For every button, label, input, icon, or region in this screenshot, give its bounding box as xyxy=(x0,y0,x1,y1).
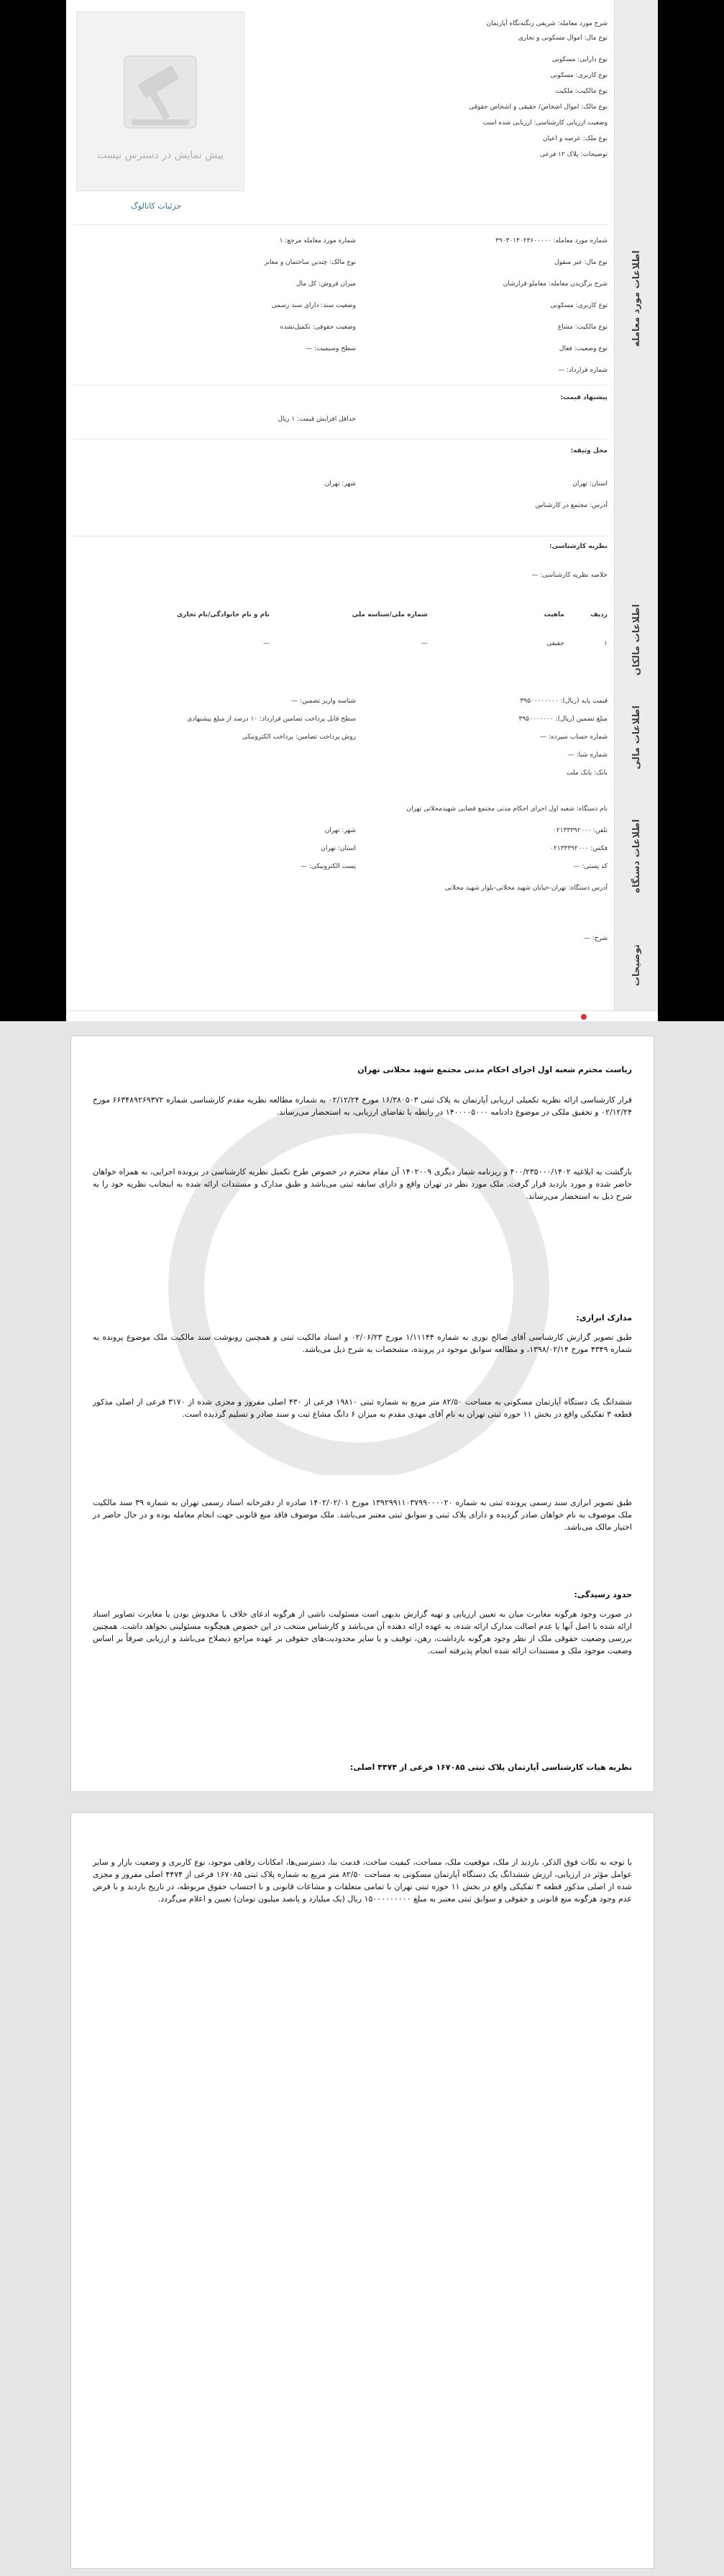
expert-label: نظریه کارشناسی: xyxy=(549,543,608,550)
detail-right-5: نوع مالکیت: مشاع xyxy=(557,324,608,331)
detail-right-6: نوع وضعیت: فعال xyxy=(559,345,608,352)
doc-paragraph-5: طبق تصویر ابرازی سند رسمی پرونده ثبتی به شماره ۱۳۹۲۹۹۱۱۰۳۷۹۹۰۰۰۰۲۰ مورخ ۱۴۰۲/۰۲/۰۱ صادره از دفترخانه اسناد رسمی تهران به شماره ۳۹ سند مالکیت ملک موصوف به نام خواهان صادر گردیده و دارای پلاک ثبتی و سوابق ثبتی معتبر می‌باشد. ملک موصوف فاقد منع قانونی جهت انجام معامله بوده و در حال حاضر در اختیار مالک می‌باشد. xyxy=(93,1498,633,1532)
item-row-8: نوع ملک: عرصه و اعیان xyxy=(543,135,608,142)
section-label-device: اطلاعات دستگاه xyxy=(614,791,658,921)
finance-row-2: مبلغ تضمین (ریال): ۳۹۵۰۰۰۰۰۰۰ xyxy=(518,716,608,723)
detail-left-2: نوع مالک: چندین ساختمان و معابر xyxy=(264,259,356,266)
finance-row-1: قیمت پایه (ریال): ۳۹۵۰۰۰۰۰۰۰۰ xyxy=(520,698,608,705)
section-device xyxy=(66,791,658,921)
device-left-3: پست الکترونیکی: — xyxy=(300,863,356,870)
device-row-5: آدرس دستگاه: تهران-خیابان شهید محلاتی-بلوار شهید محلاتی xyxy=(444,885,608,892)
desc-row: شرح: — xyxy=(583,935,608,942)
city: شهر: تهران xyxy=(324,480,356,488)
doc-paragraph-2: بازگشت به ابلاغیه ۴۰۰/۲۳۵۰۰۰/۱۴۰۲ و ریزنامه شمار دیگری ۱۴۰۲۰۰۹ آن مقام محترم در خصوص طرح تکمیل نظریه کارشناسی در پرونده اجرایی، به همراه خواهان حاضر شده و مورد بازدید قرار گرفت. ملک مورد نظر در تهران واقع و دارای سابقه ثبتی می‌باشد و طبق مدارک و مستندات ارائه شده به اینجانب نظریه خود را به شرح ذیل به استحضار می‌رساند. xyxy=(93,1167,632,1201)
finance-row-3: شماره حساب سپرده: — xyxy=(540,734,608,741)
document-title: ریاست محترم شعبه اول اجرای احکام مدنی مجتمع شهید محلاتی تهران xyxy=(357,1065,632,1074)
finance-row-5: بانک: بانک ملت xyxy=(566,769,608,777)
item-row-1: شرح مورد معامله: شریفی زنگنه‌نگاه آپارتمان xyxy=(486,20,608,27)
image-placeholder-text: پیش نمایش در دسترس نیست xyxy=(96,150,224,161)
owners-cell: حقیقی xyxy=(546,640,564,647)
owners-table xyxy=(75,611,608,669)
section-label-item: اطلاعات مورد معامله xyxy=(614,0,658,597)
detail-left-4: وضعیت سند: دارای سند رسمی xyxy=(271,302,356,309)
item-row-6: نوع مالک: اموال اشخاص/ حقیقی و اشخاص حقوقی xyxy=(469,104,608,111)
device-row-4: کد پستی: — xyxy=(573,863,608,870)
section-description xyxy=(66,921,658,1011)
detail-left-5: وضعیت حقوقی: تکمیل‌نشده xyxy=(280,324,356,331)
section-owners xyxy=(66,597,658,684)
section-label-owners: اطلاعات مالکان xyxy=(614,597,658,683)
doc-heading-opinion: نظریه هیات کارشناسی آپارتمان پلاک ثبتی ۱۶۷۰۸۵ فرعی از ۴۴۷۴ اصلی: xyxy=(349,1763,632,1772)
gavel-icon xyxy=(110,42,211,142)
document-page-1 xyxy=(70,1036,654,1792)
device-left-1: شهر: تهران xyxy=(324,827,356,834)
detail-right-7: شماره قرارداد: — xyxy=(558,367,608,374)
device-row-3: فکس: ۰۲۱۳۳۳۹۲۰۰۰ xyxy=(550,845,608,852)
owners-cell: — xyxy=(263,640,270,647)
catalog-details-link[interactable]: جزئیات کاتالوگ xyxy=(131,201,182,211)
detail-left-1: شماره مورد معامله مرجع: ۱ xyxy=(279,237,356,245)
finance-left-3: روش پرداخت تضامین: پرداخت الکترونیکی xyxy=(242,734,356,741)
device-row-1: نام دستگاه: شعبه اول اجرای احکام مدنی مجتمع قضایی شهیدمحلاتی تهران xyxy=(406,805,608,813)
detail-right-3: شرح برگزیدن معامله: معاملو قرارشان xyxy=(503,280,608,288)
owners-cell: ۱ xyxy=(604,640,608,647)
doc-paragraph-3: طبق تصویر گزارش کارشناسی آقای صالح نوری به شماره ۱/۱۱۱۴۴ مورخ ۰۲/۰۶/۲۳ و اسناد مالکیت ثبتی و همچنین رونوشت سند مالکیت ملک موضوع پرونده به شماره ۴۳۴۹ مورخ ۱۳۹۸/۰۲/۱۴، و مطالعه سوابق موجود در پرونده، مشخصات به شرح ذیل می‌باشد. xyxy=(93,1333,632,1354)
device-left-2: استان: تهران xyxy=(321,845,356,852)
address: آدرس: مجتمع در کارشناس xyxy=(535,502,608,509)
item-row-4: نوع کاربری: مسکونی xyxy=(550,72,608,79)
item-row-2: نوع مال: اموال مسکونی و تجاری xyxy=(518,35,608,42)
image-placeholder-box xyxy=(76,12,244,191)
left-black-bar xyxy=(0,0,66,1021)
divider xyxy=(73,224,608,225)
finance-left-1: شناسه واریز تضمین: — xyxy=(291,698,356,705)
detail-right-4: نوع کاربری: مسکونی xyxy=(550,302,608,309)
detail-left-3: میزان فروش: کل مال xyxy=(295,280,356,288)
section-item-info xyxy=(66,0,658,598)
right-black-bar xyxy=(658,0,724,1021)
section-label-finance: اطلاعات مالی xyxy=(614,683,658,791)
location-label: محل وثیقه: xyxy=(570,447,608,455)
doc-heading-scope: حدود رسیدگی: xyxy=(574,1590,632,1599)
detail-left-6: سطح وسیمیت: — xyxy=(306,345,356,352)
owners-cell: — xyxy=(421,640,428,647)
detail-right-1: شماره مورد معامله: ۳۹۰۳۰۱۴۰۲۳۶۰۰۰۰۰ xyxy=(495,237,608,245)
province: استان: تهران xyxy=(572,480,608,488)
detail-right-2: نوع مال: غیر منقول xyxy=(554,259,608,266)
item-row-7: وضعیت ارزیابی کارشناسی: ارزیابی شده است xyxy=(482,119,608,127)
doc-paragraph-6: در صورت وجود هرگونه مغایرت میان به تعیین ارزیابی و تهیه گزارش بدیهی است مسئولیت ناشی از هرگونه ادعای خلاف یا مخدوش بودن یا مغایرت تصاویر اسناد ارائه شده با اصل آنها یا عدم اصالت مدارک ارائه شده، به عهده ارائه دهنده آن می‌باشد و کارشناس منتخب در این خصوص هیچگونه مسئولیتی نخواهد داشت. همچنین بررسی وضعیت حقوقی ملک از نظر وجود هرگونه بازداشت، رهن، توقیف و یا سایر محدودیت‌های حقوقی بر عهده مراجع ذیصلاح می‌باشد و ارزیابی صرفاً بر اساس وضعیت موجود ملک و مستندات ارائه شده انجام پذیرفته است. xyxy=(93,1609,632,1655)
doc2-paragraph-1: با توجه به نکات فوق الذکر، بازدید از ملک، موقعیت ملک، مساحت، کیفیت ساخت، قدمت بنا، دسترسی‌ها، امکانات رفاهی موجود، نوع کاربری و وضعیت بازار و سایر عوامل مؤثر در ارزیابی، ارزش ششدانگ یک دستگاه آپارتمان مسکونی به مساحت ۸۲/۵۰ متر مربع به شماره پلاک ثبتی ۱۶۷۰۸۵ فرعی از ۴۴۷۴ اصلی مفروز و مجزی شده از اصلی مذکور قطعه ۳ تفکیکی واقع در بخش ۱۱ حوزه ثبتی تهران با تمامی متعلقات و مشاعات قانونی و با احتساب حقوق مربوطه، در تاریخ بازدید و با فرض عدم وجود هرگونه منع قانونی و حقوقی و سوابق ثبتی معتبر به مبلغ ۱۵۰۰۰۰۰۰۰۰۰ ریال (یک میلیارد و پانصد میلیون تومان) تعیین و اعلام می‌گردد. xyxy=(93,1858,633,1904)
section-finance xyxy=(66,683,658,792)
price-label: پیشنهاد قیمت: xyxy=(560,394,608,401)
item-row-5: نوع مالکیت: ملکیت xyxy=(555,88,608,95)
finance-left-2: سطح قابل پرداخت تضامین قرارداد: ۱۰ درصد از مبلغ پیشنهادی xyxy=(187,716,356,723)
finance-row-4: شماره شبا: — xyxy=(567,752,608,759)
owners-header-type: ماهیت xyxy=(544,611,564,618)
section-label-desc: توضیحات xyxy=(614,921,658,1010)
expert-file: خلاصه نظریه کارشناسی: — xyxy=(531,572,608,579)
item-row-3: نوع دارایی: مسکونی xyxy=(551,56,608,63)
base-price: حداقل افزایش قیمت: ۱ ریال xyxy=(278,416,356,423)
doc-heading-docs: مدارک ابرازی: xyxy=(576,1313,632,1323)
doc-paragraph-1: قرار کارشناسی ارائه نظریه تکمیلی ارزیابی آپارتمان به پلاک ثبتی ۱۶/۳۸۰۵۰۳ مورخ ۰۲/۱۲/۲۴ به شماره مطالعه نظریه مقدم کارشناسی شماره ۶۶۳۴۸۹۲۶۹۳۷۲ مورخ ۰۲/۱۲/۲۴ و تحقیق ملکی در موضوع دادنامه ۱۴۰۰۰۰۵۰۰۰ در رابطه با تقاضای ارزیابی، به استحضار می‌رساند. xyxy=(93,1095,633,1117)
owners-header-id: شماره ملی/شناسه ملی xyxy=(352,611,428,618)
item-row-9: توضیحات: پلاک ۱۲ فرعی xyxy=(540,151,608,158)
document-page-2 xyxy=(70,1812,654,2569)
owners-header-name: نام و نام خانوادگی/نام تجاری xyxy=(176,611,270,618)
listing-panel xyxy=(66,0,658,1021)
scroll-indicator-dot xyxy=(581,1014,587,1020)
owners-header-index: ردیف xyxy=(590,611,608,618)
device-row-2: تلفن: ۰۲۱۳۳۳۹۲۰۰۰ xyxy=(553,827,608,834)
doc-paragraph-4: ششدانگ یک دستگاه آپارتمان مسکونی به مساحت ۸۲/۵۰ متر مربع به شماره ثبتی ۱۹۸۱۰ فرعی از ۴۳۰ اصلی مفروز و مجزی شده از ۳۱۷۰ فرعی از اصلی مذکور قطعه ۳ تفکیکی واقع در بخش ۱۱ حوزه ثبتی تهران به نام آقای مهدی مقدم به میزان ۶ دانگ مشاع ثبت و سند صادر و تسلیم گردیده است. xyxy=(93,1397,632,1419)
